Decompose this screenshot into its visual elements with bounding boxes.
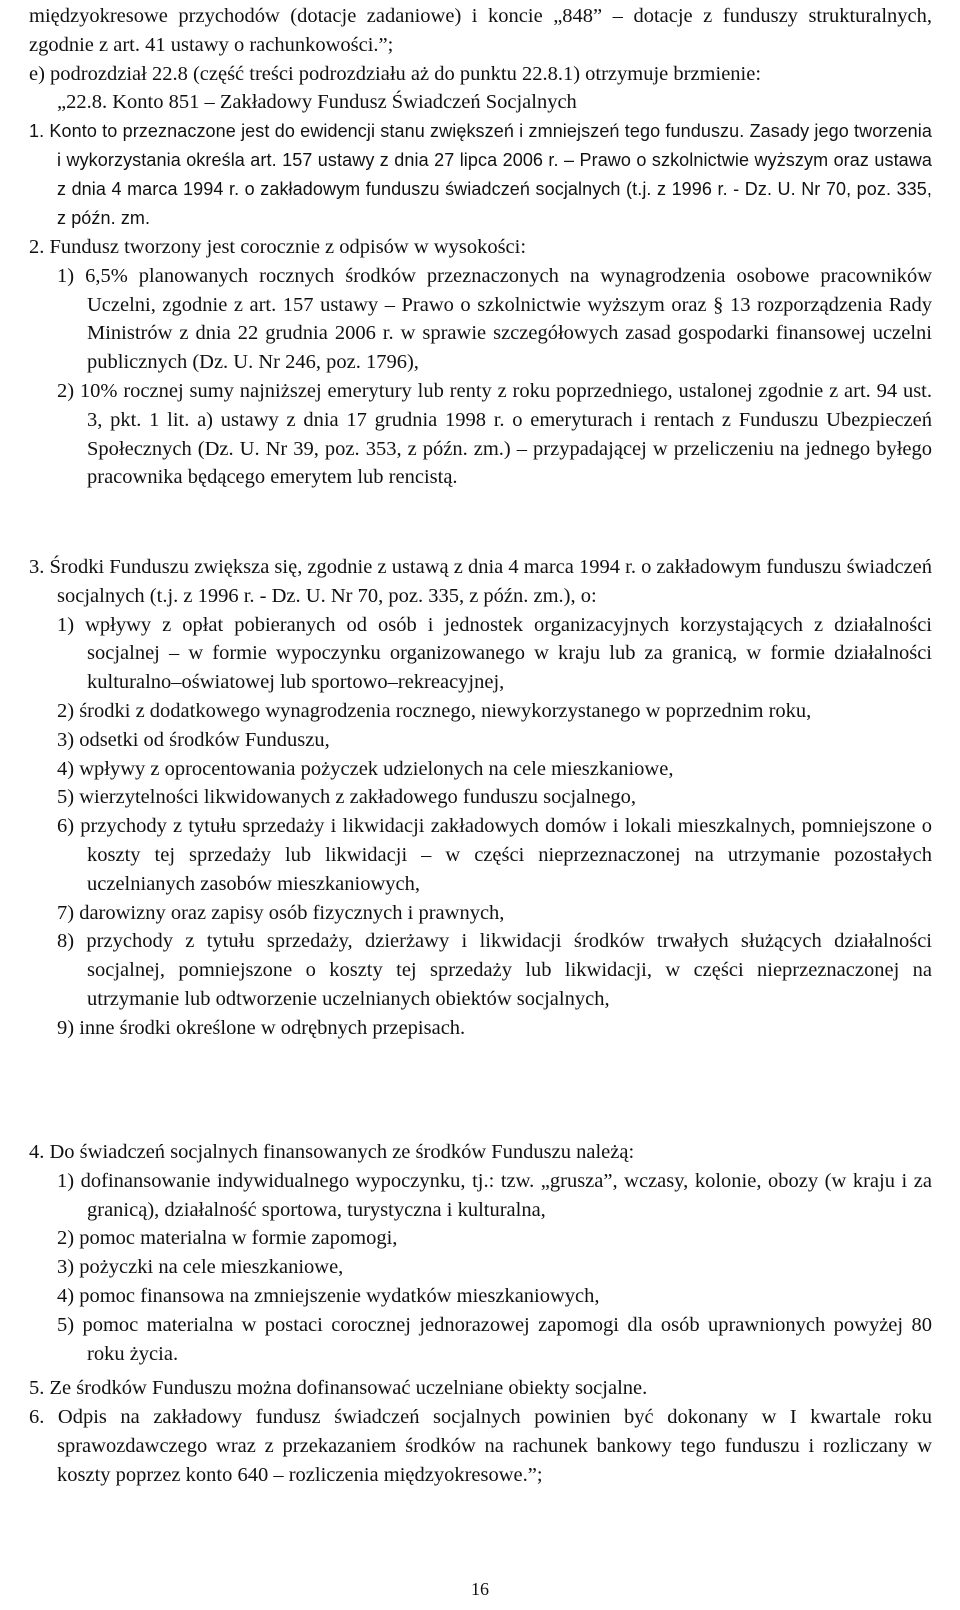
- section-4-item-5: 5) pomoc materialna w postaci corocznej jednorazowej zapomogi dla osób uprawnionych powyżej 80 roku życia.: [57, 1313, 932, 1365]
- paragraph-1: 1. Konto to przeznaczone jest do ewidencji stanu zwiększeń i zmniejszeń tego funduszu. Zasady jego tworzenia i wykorzystania określa art. 157 ustawy z dnia 27 lipca 2006 r. – Prawo o szkolnictwie wyższym oraz ustawa z dnia 4 marca 1994 r. o zakładowym funduszu świadczeń socjalnych (t.j. z 1996 r. - Dz. U. Nr 70, poz. 335, z późn. zm.: [29, 121, 932, 228]
- section-4: [29, 1138, 932, 1368]
- section-4-item-4: 4) pomoc finansowa na zmniejszenie wydatków mieszkaniowych,: [57, 1284, 600, 1307]
- section-3-item-9: 9) inne środki określone w odrębnych przepisach.: [57, 1016, 466, 1039]
- intro-paragraph: międzyokresowe przychodów (dotacje zadaniowe) i koncie „848” – dotacje z funduszy strukturalnych, zgodnie z art. 41 ustawy o rachunkowości.”;: [29, 5, 932, 56]
- section-4-item-1: 1) dofinansowanie indywidualnego wypoczynku, tj.: tzw. „grusza”, wczasy, kolonie, obozy (w kraju i za granicą), działalność sportowa, turystyczna i kulturalna,: [57, 1169, 932, 1221]
- section-6-text: 6. Odpis na zakładowy fundusz świadczeń socjalnych powinien być dokonany w I kwartale roku sprawozdawczego wraz z przekazaniem środków na rachunek bankowy tego funduszu i rozliczany w koszty poprzez konto 640 – rozliczenia międzyokresowe.”;: [29, 1406, 932, 1486]
- section-2: [29, 233, 932, 492]
- section-3-item-4: 4) wpływy z oprocentowania pożyczek udzielonych na cele mieszkaniowe,: [57, 757, 674, 780]
- section-3-lead: 3. Środki Funduszu zwiększa się, zgodnie z ustawą z dnia 4 marca 1994 r. o zakładowym funduszu świadczeń socjalnych (t.j. z 1996 r. - Dz. U. Nr 70, poz. 335, z późn. zm.), o:: [29, 556, 932, 607]
- section-3-item-7: 7) darowizny oraz zapisy osób fizycznych i prawnych,: [57, 901, 505, 924]
- section-2-lead: 2. Fundusz tworzony jest corocznie z odpisów w wysokości:: [29, 236, 527, 258]
- section-3: [29, 553, 932, 1043]
- section-2-item-2: 2) 10% rocznej sumy najniższej emerytury lub renty z roku poprzedniego, ustalonej zgodnie z art. 94 ust. 3, pkt. 1 lit. a) ustawy z dnia 17 grudnia 1998 r. o emeryturach i rentach z Funduszu Ubezpieczeń Społecznych (Dz. U. Nr 39, poz. 353, z późn. zm.) – przypadającej w przeliczeniu na jednego byłego pracownika będącego emerytem lub rencistą.: [57, 379, 932, 489]
- page-number: 16: [471, 1579, 489, 1599]
- section-4-item-3: 3) pożyczki na cele mieszkaniowe,: [57, 1256, 344, 1279]
- section-2-item-1: 1) 6,5% planowanych rocznych środków przeznaczonych na wynagrodzenia osobowe pracowników Uczelni, zgodnie z art. 157 ustawy – Prawo o szkolnictwie wyższym oraz § 13 rozporządzenia Rady Ministrów z dnia 22 grudnia 2006 r. w sprawie szczegółowych zasad gospodarki finansowej uczelni publicznych (Dz. U. Nr 246, poz. 1796),: [57, 264, 932, 374]
- section-3-item-6: 6) przychody z tytułu sprzedaży i likwidacji zakładowych domów i lokali mieszkalnych, pomniejszone o koszty tej sprzedaży lub likwidacji – w części nieprzeznaczonej na utrzymanie pozostałych uczelnianych zasobów mieszkaniowych,: [57, 815, 932, 895]
- section-4-lead: 4. Do świadczeń socjalnych finansowanych ze środków Funduszu należą:: [29, 1141, 635, 1163]
- section-3-item-5: 5) wierzytelności likwidowanych z zakładowego funduszu socjalnego,: [57, 786, 636, 809]
- section-4-item-2: 2) pomoc materialna w formie zapomogi,: [57, 1227, 398, 1250]
- section-5: [29, 1374, 932, 1403]
- item-e: e) podrozdział 22.8 (część treści podrozdziału aż do punktu 22.8.1) otrzymuje brzmienie:: [29, 62, 762, 85]
- section-heading: „22.8. Konto 851 – Zakładowy Fundusz Świadczeń Socjalnych: [57, 91, 577, 114]
- section-3-item-3: 3) odsetki od środków Funduszu,: [57, 728, 330, 751]
- section-3-item-1: 1) wpływy z opłat pobieranych od osób i jednostek organizacyjnych korzystających z działalności socjalnej – w formie wypoczynku organizowanego w kraju lub za granicą, w formie działalności kulturalno–oświatowej lub sportowo–rekreacyjnej,: [57, 613, 932, 694]
- section-5-text: 5. Ze środków Funduszu można dofinansować uczelniane obiekty socjalne.: [29, 1377, 648, 1399]
- section-6: [29, 1403, 932, 1489]
- section-3-item-2: 2) środki z dodatkowego wynagrodzenia rocznego, niewykorzystanego w poprzednim roku,: [57, 699, 812, 722]
- intro-block: [29, 2, 932, 232]
- section-3-item-8: 8) przychody z tytułu sprzedaży, dzierżawy i likwidacji środków trwałych służących działalności socjalnej, pomniejszone o koszty tej sprzedaży lub likwidacji, w części nieprzeznaczonej na utrzymanie lub odtworzenie uczelnianych obiektów socjalnych,: [57, 930, 932, 1010]
